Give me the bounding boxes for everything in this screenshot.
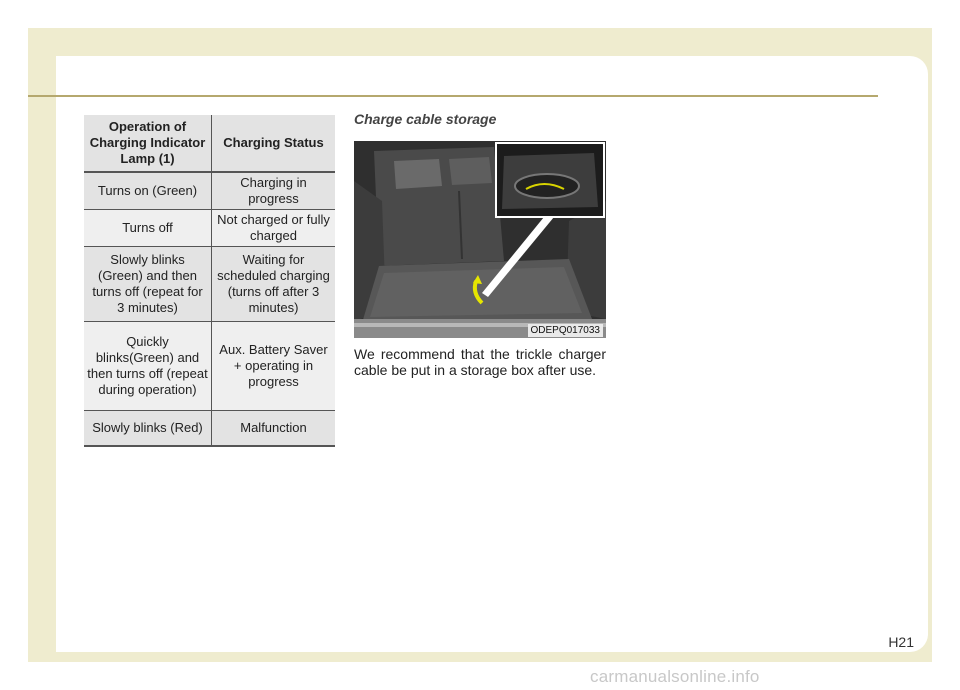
table-row bbox=[84, 247, 335, 322]
table-row bbox=[84, 411, 335, 447]
table-row bbox=[84, 210, 335, 247]
charging-indicator-table bbox=[84, 115, 335, 447]
header-operation: Operation of Charging Indicator Lamp (1) bbox=[84, 115, 212, 172]
image-code-label: ODEPQ017033 bbox=[528, 324, 604, 337]
cell-operation: Quickly blinks(Green) and then turns off (repeat during operation) bbox=[84, 322, 212, 411]
cargo-area-illustration bbox=[354, 141, 606, 338]
cell-operation: Slowly blinks (Red) bbox=[84, 411, 212, 447]
header-status: Charging Status bbox=[212, 115, 336, 172]
cell-status: Waiting for scheduled charging (turns off after 3 minutes) bbox=[212, 247, 336, 322]
cell-operation: Slowly blinks (Green) and then turns off (repeat for 3 minutes) bbox=[84, 247, 212, 322]
cell-status: Aux. Battery Saver + operating in progress bbox=[212, 322, 336, 411]
table-row bbox=[84, 172, 335, 210]
page-number: H21 bbox=[888, 634, 914, 650]
watermark-text: carmanualsonline.info bbox=[590, 667, 760, 686]
cell-status: Charging in progress bbox=[212, 172, 336, 210]
cargo-area-photo bbox=[354, 141, 606, 338]
cell-status: Malfunction bbox=[212, 411, 336, 447]
table-header-row bbox=[84, 115, 335, 172]
cell-operation: Turns on (Green) bbox=[84, 172, 212, 210]
header-rule bbox=[28, 95, 878, 97]
section-body-text: We recommend that the trickle charger cable be put in a storage box after use. bbox=[354, 346, 606, 378]
cell-status: Not charged or fully charged bbox=[212, 210, 336, 247]
table-row bbox=[84, 322, 335, 411]
section-title: Charge cable storage bbox=[354, 111, 497, 127]
cell-operation: Turns off bbox=[84, 210, 212, 247]
